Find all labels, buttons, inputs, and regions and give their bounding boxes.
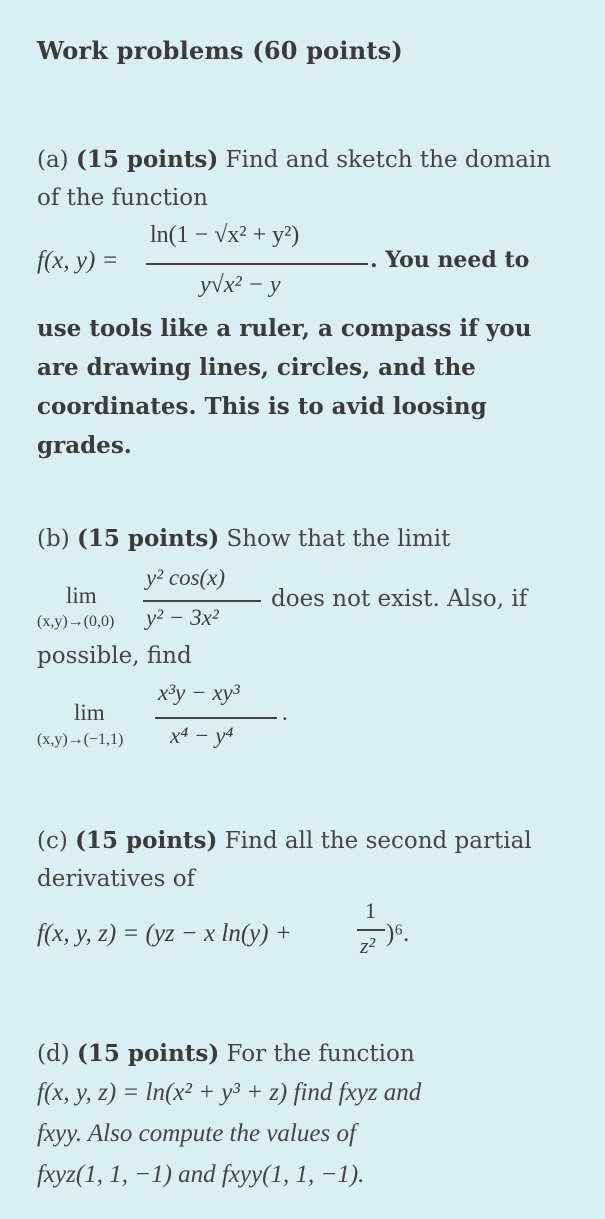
part-a-text1: Find and sketch the domain — [225, 147, 552, 173]
part-a-label: (a) — [37, 147, 69, 173]
part-c-fraction-line — [357, 929, 385, 931]
part-b-lim1-sub: (x,y)→(0,0) — [37, 613, 115, 630]
part-a-points: (15 points) — [75, 146, 219, 173]
part-b-lim2-sub: (x,y)→(−1,1) — [37, 731, 124, 748]
part-a-bold-line-3: coordinates. This is to avid loosing — [37, 393, 487, 420]
part-c-label: (c) — [37, 828, 68, 854]
part-b-intro — [37, 519, 567, 559]
part-c-intro — [37, 821, 567, 861]
part-d-label: (d) — [37, 1041, 70, 1067]
part-a-denominator: y√x² − y — [200, 272, 281, 298]
part-a-fx: f(x, y) = — [37, 247, 119, 274]
part-c-text1: Find all the second partial — [224, 828, 532, 854]
part-b-lim2-fraction-line — [155, 717, 277, 719]
part-b-lim2-num: x³y − xy³ — [158, 680, 240, 705]
part-a-text2: of the function — [37, 185, 208, 211]
part-b-text1: Show that the limit — [226, 526, 451, 552]
part-d-intro — [37, 1034, 567, 1074]
part-c-formula-left: f(x, y, z) = (yz − x ln(y) + — [37, 920, 292, 947]
part-b-text3: possible, find — [37, 643, 192, 669]
part-a-after: . You need to — [370, 247, 530, 273]
part-b-lim2: lim — [74, 700, 105, 725]
part-b-points: (15 points) — [76, 525, 220, 552]
page-title: Work problems (60 points) — [37, 36, 403, 65]
part-a-intro — [37, 140, 567, 180]
part-b-lim2-den: x⁴ − y⁴ — [170, 723, 234, 748]
part-b-lim1-num: y² cos(x) — [146, 565, 226, 590]
part-c-frac-num: 1 — [365, 898, 376, 923]
part-a-bold-line-1: use tools like a ruler, a compass if you — [37, 315, 532, 342]
part-d-points: (15 points) — [76, 1040, 220, 1067]
part-a-fraction-line — [146, 263, 368, 265]
part-c-points: (15 points) — [75, 827, 218, 854]
part-b-lim2-end: . — [282, 700, 288, 725]
part-b-text2: does not exist. Also, if — [271, 586, 528, 612]
part-c-text2: derivatives of — [37, 866, 196, 892]
part-d-text1: For the function — [226, 1041, 415, 1067]
part-d-line2: f(x, y, z) = ln(x² + y³ + z) find fxyz and — [37, 1079, 422, 1106]
part-a-bold-line-2: are drawing lines, circles, and the — [37, 354, 476, 381]
part-b-lim1: lim — [66, 583, 97, 608]
part-d-line4: fxyz(1, 1, −1) and fxyy(1, 1, −1). — [37, 1161, 365, 1188]
part-b-lim1-den: y² − 3x² — [146, 605, 219, 630]
part-b-lim1-fraction-line — [143, 600, 261, 602]
part-a-numerator: ln(1 − √x² + y²) — [150, 222, 300, 248]
part-d-line3: fxyy. Also compute the values of — [37, 1120, 356, 1147]
part-c-formula-right: )⁶. — [386, 920, 410, 947]
part-a-bold-line-4: grades. — [37, 432, 132, 459]
part-c-frac-den: z² — [360, 933, 376, 958]
part-b-label: (b) — [37, 526, 70, 552]
